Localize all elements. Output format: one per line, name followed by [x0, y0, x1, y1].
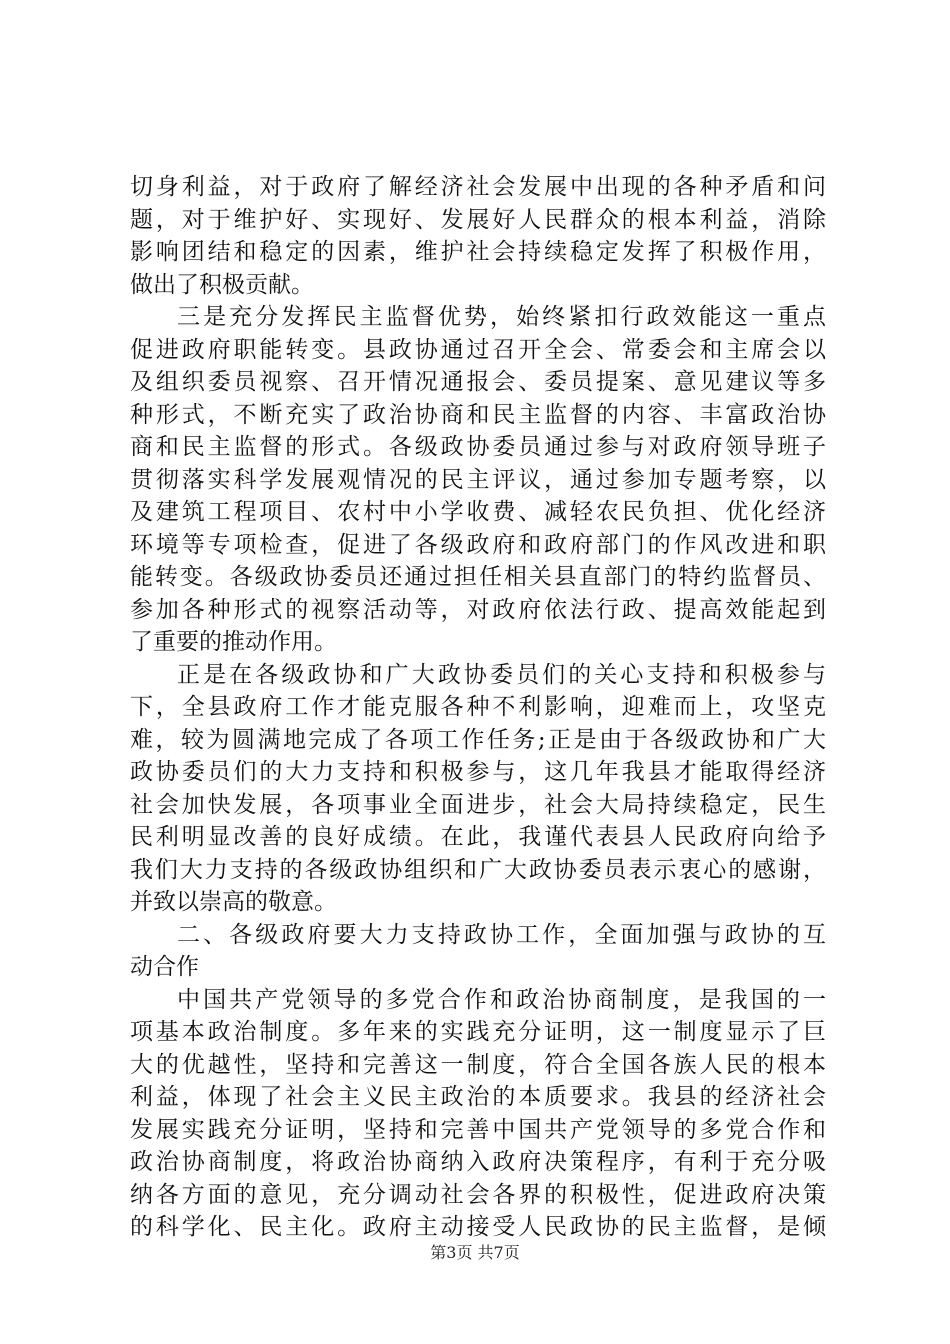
text-line: 社会加快发展，各项事业全面进步，社会大局持续稳定，民生: [130, 791, 826, 818]
text-line: 环境等专项检查，促进了各级政府和政府部门的作风改进和职: [130, 531, 826, 558]
text-line: 大的优越性，坚持和完善这一制度，符合全国各族人民的根本: [130, 1051, 826, 1078]
text-line: 商和民主监督的形式。各级政协委员通过参与对政府领导班子: [130, 434, 826, 460]
text-line: 纳各方面的意见，充分调动社会各界的积极性，促进政府决策: [130, 1181, 826, 1208]
text-line: 的科学化、民主化。政府主动接受人民政协的民主监督，是倾: [130, 1214, 826, 1240]
text-line: 下，全县政府工作才能克服各种不利影响，迎难而上，攻坚克: [130, 694, 826, 720]
text-line: 利益，体现了社会主义民主政治的本质要求。我县的经济社会: [130, 1084, 826, 1110]
text-line: 难，较为圆满地完成了各项工作任务;正是由于各级政协和广大: [130, 726, 826, 753]
text-line: 政协委员们的大力支持和积极参与，这几年我县才能取得经济: [130, 759, 826, 785]
text-line: 贯彻落实科学发展观情况的民主评议，通过参加专题考察，以: [130, 466, 826, 493]
text-line: 动合作: [130, 954, 199, 980]
text-line: 二、各级政府要大力支持政协工作，全面加强与政协的互: [177, 921, 826, 948]
text-line: 及建筑工程项目、农村中小学收费、减轻农民负担、优化经济: [130, 499, 826, 525]
text-line: 切身利益，对于政府了解经济社会发展中出现的各种矛盾和问: [130, 174, 826, 200]
text-line: 能转变。各级政协委员还通过担任相关县直部门的特约监督员、: [130, 564, 826, 590]
document-body: [130, 171, 826, 1244]
text-line: 并致以崇高的敬意。: [130, 889, 337, 915]
text-line: 我们大力支持的各级政协组织和广大政协委员表示衷心的感谢，: [130, 856, 826, 883]
text-line: 中国共产党领导的多党合作和政治协商制度，是我国的一: [177, 986, 826, 1013]
text-line: 三是充分发挥民主监督优势，始终紧扣行政效能这一重点: [177, 304, 826, 330]
text-line: 参加各种形式的视察活动等，对政府依法行政、提高效能起到: [130, 596, 826, 623]
text-line: 题，对于维护好、实现好、发展好人民群众的根本利益，消除: [130, 206, 826, 233]
page-footer: 第3页 共7页: [430, 1243, 520, 1262]
text-line: 政治协商制度，将政治协商纳入政府决策程序，有利于充分吸: [130, 1149, 826, 1175]
text-line: 民利明显改善的良好成绩。在此，我谨代表县人民政府向给予: [130, 824, 826, 850]
text-line: 及组织委员视察、召开情况通报会、委员提案、意见建议等多: [130, 369, 826, 395]
text-line: 发展实践充分证明，坚持和完善中国共产党领导的多党合作和: [130, 1116, 826, 1143]
text-line: 正是在各级政协和广大政协委员们的关心支持和积极参与: [177, 661, 826, 688]
text-line: 了重要的推动作用。: [130, 629, 337, 655]
text-line: 种形式，不断充实了政治协商和民主监督的内容、丰富政治协: [130, 401, 826, 428]
text-line: 做出了积极贡献。: [130, 271, 314, 298]
text-line: 项基本政治制度。多年来的实践充分证明，这一制度显示了巨: [130, 1019, 826, 1045]
text-line: 促进政府职能转变。县政协通过召开全会、常委会和主席会以: [130, 336, 826, 363]
text-line: 影响团结和稳定的因素，维护社会持续稳定发挥了积极作用，: [130, 239, 826, 265]
